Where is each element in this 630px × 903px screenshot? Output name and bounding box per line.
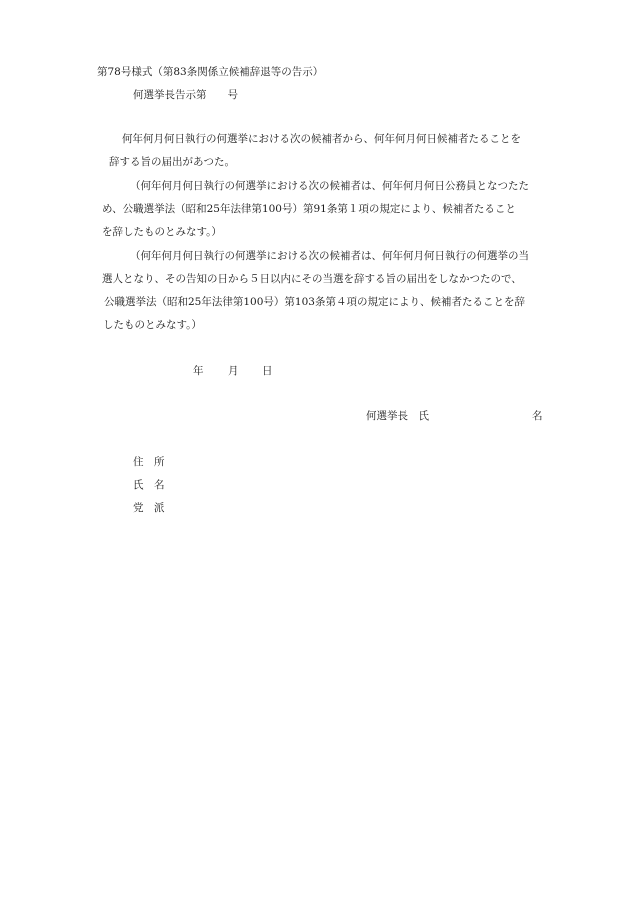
date-month-label: 月 — [228, 365, 239, 377]
date-year-label: 年 — [193, 365, 204, 377]
paragraph-line: したものとみなす。） — [103, 319, 202, 331]
paragraph-line: 辞する旨の届出があつた。 — [109, 156, 235, 168]
notice-number: 何選挙長告示第 号 — [133, 89, 238, 101]
paragraph-line: （何年何月何日執行の何選挙における次の候補者は、何年何月何日執行の何選挙の当 — [130, 250, 529, 262]
paragraph-line: を辞したものとみなす。） — [102, 226, 222, 238]
signer-title: 何選挙長 氏 — [366, 410, 429, 422]
party-label: 党 派 — [133, 502, 165, 514]
date-day-label: 日 — [262, 365, 273, 377]
paragraph-line: （何年何月何日執行の何選挙における次の候補者は、何年何月何日公務員となつたた — [130, 180, 529, 192]
paragraph-line: め、公職選挙法（昭和25年法律第100号）第91条第１項の規定により、候補者たること — [102, 203, 516, 215]
paragraph-line: 何年何月何日執行の何選挙における次の候補者から、何年何月何日候補者たることを — [122, 133, 521, 145]
address-label: 住 所 — [133, 456, 165, 468]
form-title: 第78号様式（第83条関係立候補辞退等の告示） — [97, 66, 324, 78]
signer-name-label: 名 — [532, 410, 543, 422]
paragraph-line: 公職選挙法（昭和25年法律第100号）第103条第４項の規定により、候補者たることを辞 — [104, 296, 525, 308]
paragraph-line: 選人となり、その告知の日から５日以内にその当選を辞する旨の届出をしなかつたので、 — [102, 273, 522, 285]
name-label: 氏 名 — [133, 479, 165, 491]
